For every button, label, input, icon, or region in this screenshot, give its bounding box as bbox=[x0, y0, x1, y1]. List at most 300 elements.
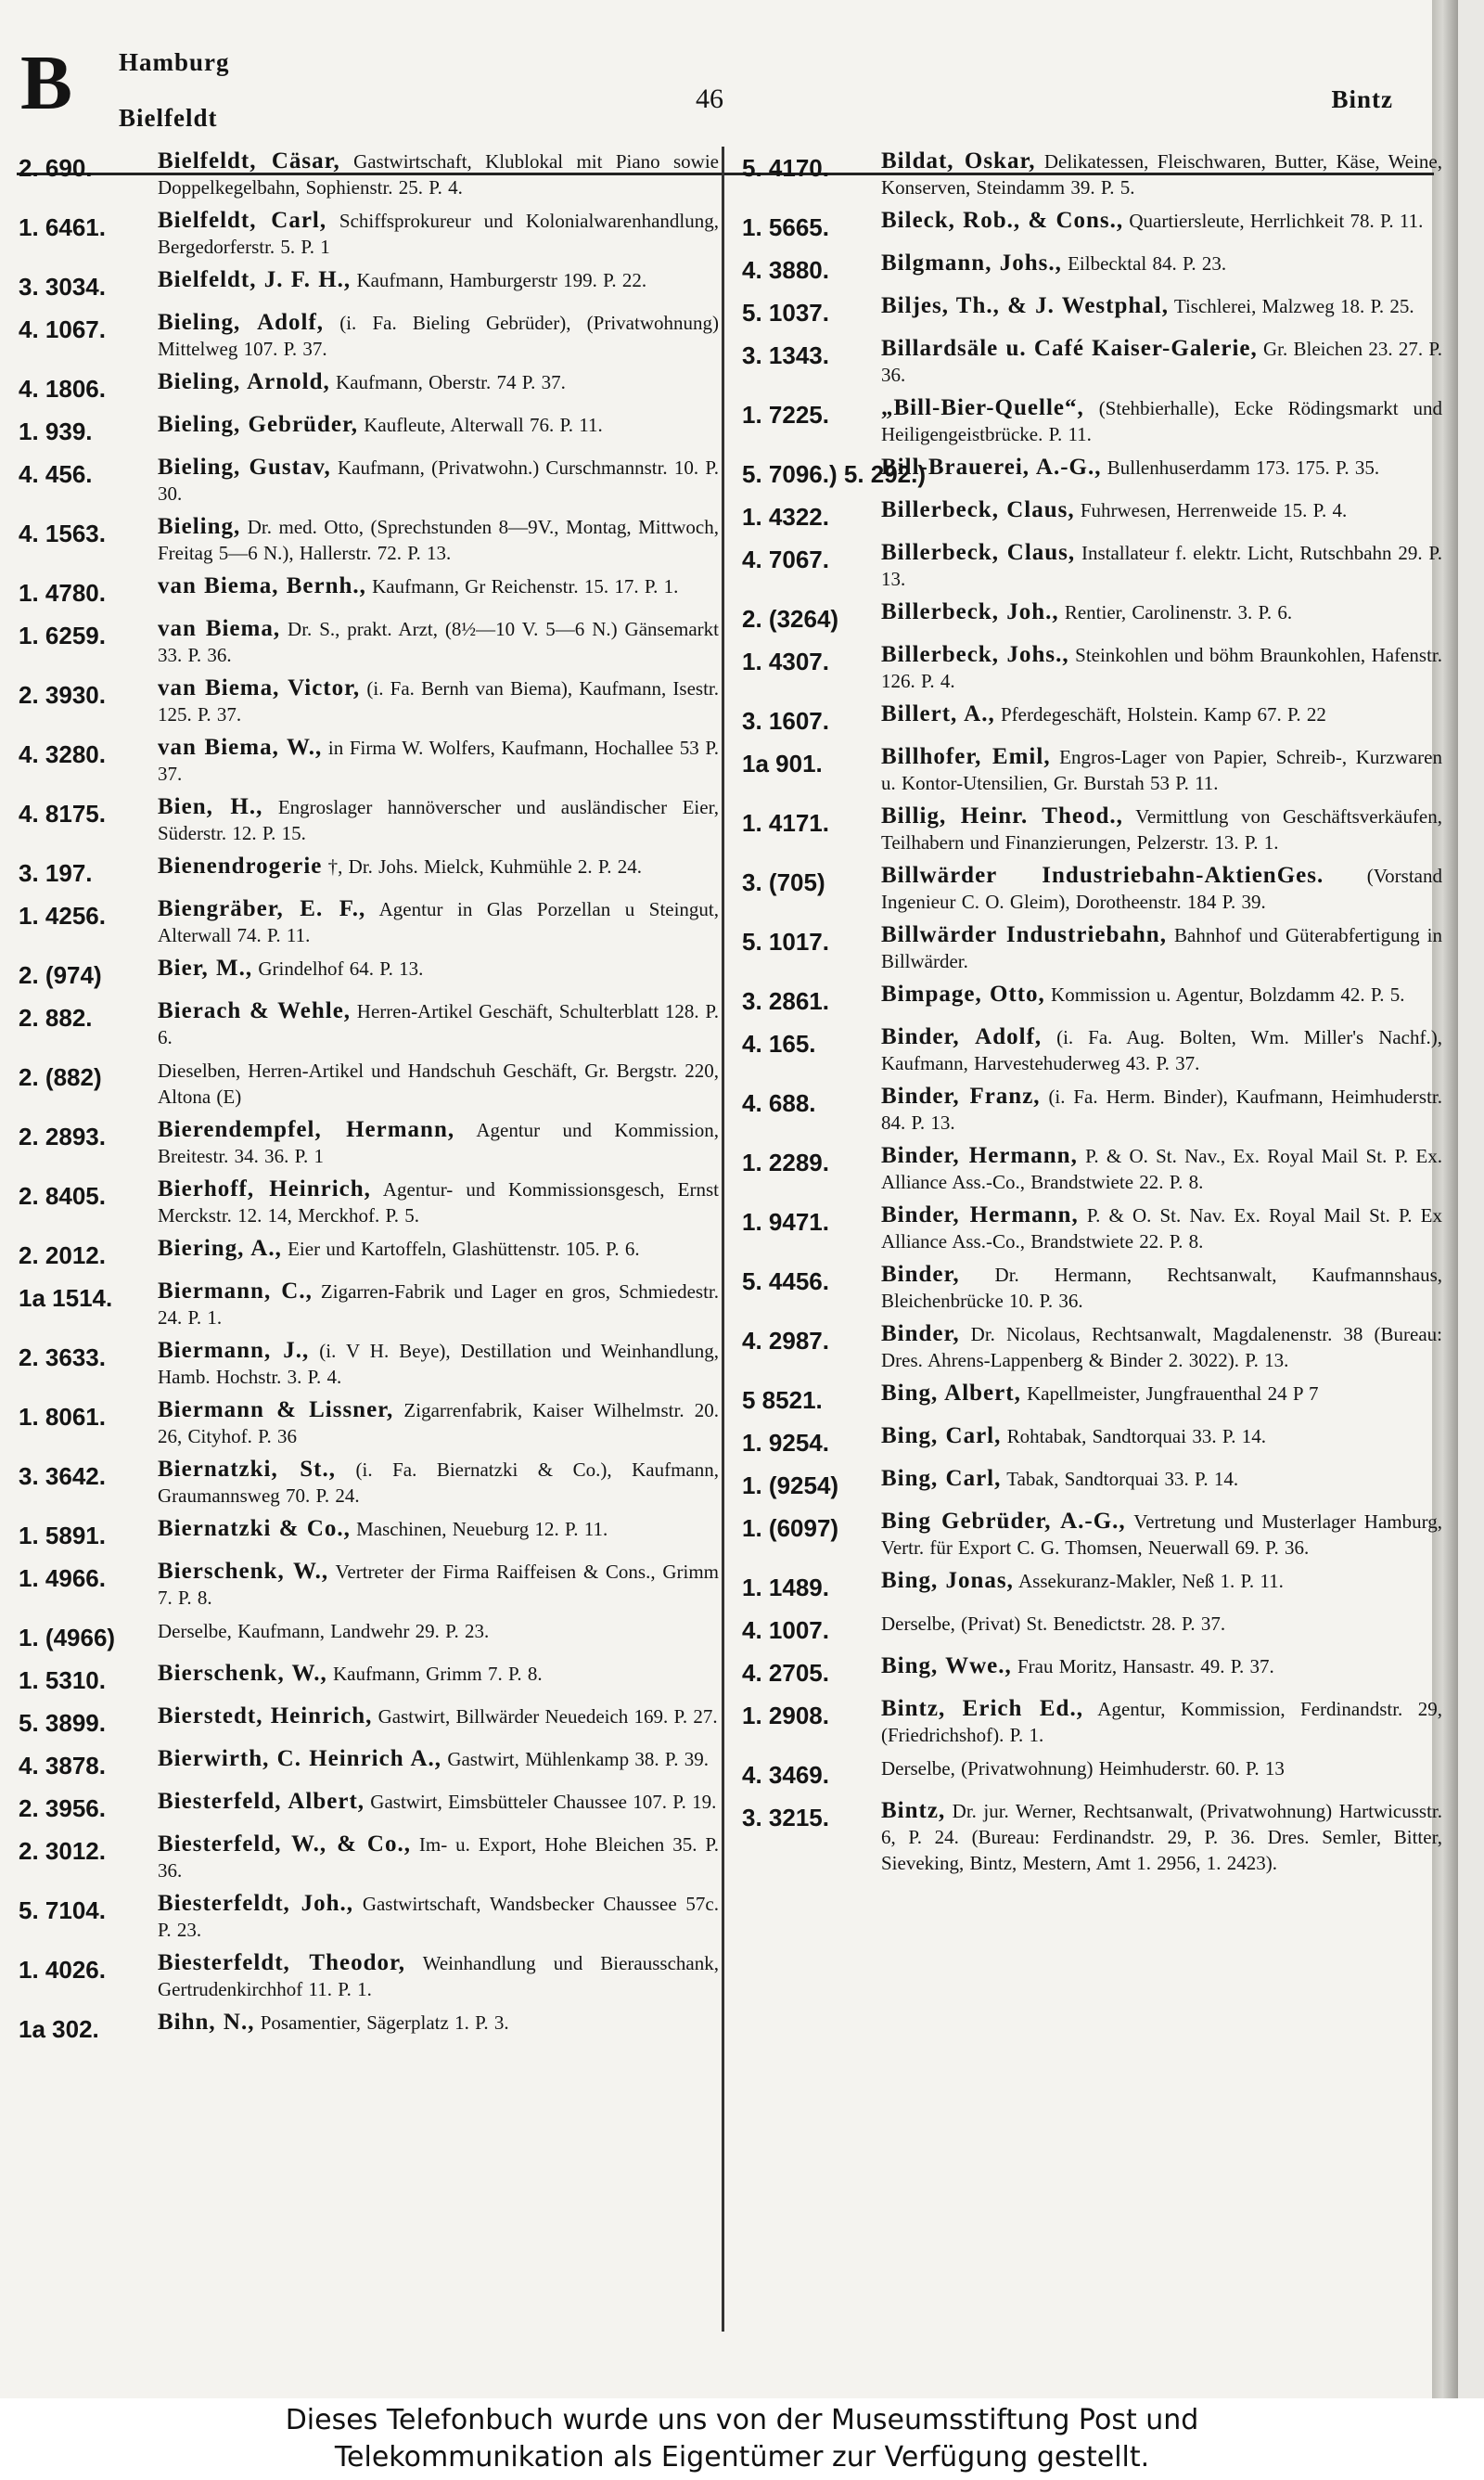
entry-text bbox=[158, 1176, 719, 1228]
entry-details: Gastwirt, Mühlenkamp 38. P. 39. bbox=[447, 1748, 709, 1770]
footer-notice bbox=[0, 2398, 1484, 2480]
subscriber-name: Billerbeck, Joh., bbox=[881, 599, 1059, 624]
entry-details: (i. Fa. Herm. Binder), Kaufmann, Heimhuderstr. 84. P. 13. bbox=[881, 1086, 1442, 1134]
entry-details: Rentier, Carolinenstr. 3. P. 6. bbox=[1064, 601, 1293, 623]
phone-number: 5 8521. bbox=[742, 1386, 823, 1414]
entry-details: P. & O. St. Nav. Ex. Royal Mail St. P. Ex Alliance Ass.-Co., Brandstwiete 22. P. 8. bbox=[881, 1204, 1442, 1253]
subscriber-name: Billerbeck, Johs., bbox=[881, 642, 1069, 667]
entry-text bbox=[158, 956, 719, 982]
entry-text bbox=[158, 1746, 719, 1772]
directory-entry bbox=[19, 369, 719, 405]
subscriber-name: Bieling, Arnold, bbox=[158, 369, 330, 394]
entry-text bbox=[881, 863, 1442, 915]
entry-text bbox=[881, 922, 1442, 974]
phone-number: 1. 9254. bbox=[742, 1429, 829, 1457]
phone-number: 1. 939. bbox=[19, 418, 93, 445]
entry-text bbox=[881, 540, 1442, 592]
phone-number: 4. 3469. bbox=[742, 1761, 829, 1789]
directory-entry bbox=[19, 412, 719, 447]
phone-number: 4. 1563. bbox=[19, 520, 106, 547]
subscriber-name: Bielfeldt, J. F. H., bbox=[158, 267, 352, 292]
phone-number: 2. 690. bbox=[19, 154, 93, 182]
entry-details: Posamentier, Sägerplatz 1. P. 3. bbox=[260, 2011, 509, 2034]
phone-number: 2. 8405. bbox=[19, 1182, 106, 1210]
subscriber-name: Billerbeck, Claus, bbox=[881, 497, 1075, 522]
entry-text bbox=[158, 616, 719, 668]
entry-text bbox=[881, 744, 1442, 796]
entry-details: Delikatessen, Fleischwaren, Butter, Käse, Weine, Konserven, Steindamm 39. P. 5. bbox=[881, 150, 1442, 199]
phone-number: 1. 4966. bbox=[19, 1564, 106, 1592]
entry-details: Eier und Kartoffeln, Glashüttenstr. 105. P. 6. bbox=[288, 1238, 640, 1260]
directory-entry bbox=[19, 896, 719, 948]
subscriber-name: Billig, Heinr. Theod., bbox=[881, 803, 1123, 829]
phone-number: 1. 2908. bbox=[742, 1702, 829, 1729]
directory-entry bbox=[19, 1950, 719, 2002]
entry-text bbox=[158, 1661, 719, 1687]
entry-text bbox=[158, 1891, 719, 1943]
directory-entry bbox=[19, 148, 719, 200]
entry-text bbox=[158, 794, 719, 846]
subscriber-name: Bing Gebrüder, A.-G., bbox=[881, 1509, 1126, 1534]
entry-details: Gr. Bleichen 23. 27. P. 36. bbox=[881, 338, 1442, 386]
directory-entry bbox=[19, 514, 719, 566]
entry-text bbox=[881, 1321, 1442, 1373]
directory-entry bbox=[742, 1202, 1442, 1254]
directory-entry bbox=[742, 1381, 1442, 1416]
entry-details: (i. Fa. Bieling Gebrüder), (Privatwohnung) Mittelweg 107. P. 37. bbox=[158, 312, 719, 360]
entry-details: †, Dr. Johs. Mielck, Kuhmühle 2. P. 24. bbox=[327, 855, 642, 878]
entry-details: Tischlerei, Malzweg 18. P. 25. bbox=[1173, 295, 1414, 317]
phone-number: 2. 3633. bbox=[19, 1343, 106, 1371]
entry-details: Agentur in Glas Porzellan u Steingut, Alterwall 74. P. 11. bbox=[158, 898, 720, 946]
subscriber-name: Billert, A., bbox=[881, 701, 995, 726]
entry-details: Derselbe, Kaufmann, Landwehr 29. P. 23. bbox=[158, 1620, 490, 1642]
directory-entry bbox=[19, 1618, 719, 1653]
entry-details: in Firma W. Wolfers, Kaufmann, Hochallee 53 P. 37. bbox=[158, 737, 719, 785]
subscriber-name: van Biema, Victor, bbox=[158, 675, 361, 700]
entry-text bbox=[881, 336, 1442, 388]
phone-number: 4. 456. bbox=[19, 460, 93, 488]
subscriber-name: Billwärder Industriebahn-AktienGes. bbox=[881, 863, 1324, 888]
entry-details: Agentur- und Kommissionsgesch, Ernst Merckstr. 12. 14, Merckhof. P. 5. bbox=[158, 1178, 719, 1227]
phone-number: 2. 2893. bbox=[19, 1123, 106, 1150]
entry-text bbox=[158, 1457, 719, 1509]
entry-details: Zigarren-Fabrik und Lager en gros, Schmiedestr. 24. P. 1. bbox=[158, 1280, 719, 1329]
phone-number: 3. 1607. bbox=[742, 707, 829, 735]
directory-entry bbox=[742, 455, 1442, 490]
entry-text bbox=[158, 998, 719, 1050]
phone-number: 2. 882. bbox=[19, 1004, 93, 1032]
header-last-name: Bintz bbox=[1331, 85, 1393, 113]
entry-text bbox=[158, 267, 719, 293]
subscriber-name: Bing, Carl, bbox=[881, 1423, 1002, 1448]
entry-details: Eilbecktal 84. P. 23. bbox=[1068, 252, 1227, 275]
directory-entry bbox=[742, 1798, 1442, 1876]
entry-text bbox=[881, 1509, 1442, 1561]
subscriber-name: Bieling, Gebrüder, bbox=[158, 412, 359, 437]
directory-entry bbox=[19, 956, 719, 991]
entry-text bbox=[881, 642, 1442, 694]
entry-details: Kaufmann, Gr Reichenstr. 15. 17. P. 1. bbox=[372, 575, 679, 598]
entry-text bbox=[158, 1516, 719, 1542]
entry-text bbox=[881, 803, 1442, 855]
entry-details: Kaufmann, Grimm 7. P. 8. bbox=[332, 1663, 543, 1685]
entry-details: Vermittlung von Geschäftsverkäufen, Teilhabern und Finanzierungen, Pelzerstr. 13. P. 1. bbox=[881, 805, 1443, 854]
subscriber-name: Billardsäle u. Café Kaiser-Galerie, bbox=[881, 336, 1258, 361]
directory-entry bbox=[19, 1236, 719, 1271]
directory-entry bbox=[19, 1891, 719, 1943]
entry-text bbox=[158, 896, 719, 948]
entry-details: Bullenhuserdamm 173. 175. P. 35. bbox=[1107, 456, 1380, 479]
phone-number: 4. 3878. bbox=[19, 1752, 106, 1780]
directory-entry bbox=[19, 735, 719, 787]
phone-number: 4. 2987. bbox=[742, 1327, 829, 1355]
subscriber-name: Binder, Franz, bbox=[881, 1084, 1041, 1109]
subscriber-name: Bierschenk, W., bbox=[158, 1559, 329, 1584]
directory-entry bbox=[742, 208, 1442, 243]
entry-text bbox=[158, 1950, 719, 2002]
entry-text bbox=[881, 395, 1442, 447]
subscriber-name: Biering, A., bbox=[158, 1236, 282, 1261]
phone-number: 1. 2289. bbox=[742, 1149, 829, 1176]
entry-details: Dr. jur. Werner, Rechtsanwalt, (Privatwohnung) Hartwicusstr. 6, P. 24. (Bureau: Ferdinandstr. 29, P. 36. Dres. Semler, Bitter, Sieveking, Bintz, Mestern, Amt 1. 2956, 1. 2423). bbox=[881, 1800, 1443, 1874]
phone-number: 1. 7225. bbox=[742, 401, 829, 429]
entry-text bbox=[881, 148, 1442, 200]
phone-number: 5. 3899. bbox=[19, 1709, 106, 1737]
phone-number: 1. 6259. bbox=[19, 622, 106, 649]
entry-details: Dr. Nicolaus, Rechtsanwalt, Magdalenenstr. 38 (Bureau: Dres. Ahrens-Lappenberg & Binder 2. 3022). P. 13. bbox=[881, 1323, 1442, 1371]
phone-number: 4. 1067. bbox=[19, 315, 106, 343]
subscriber-name: Bimpage, Otto, bbox=[881, 982, 1045, 1007]
entry-details: Agentur, Kommission, Ferdinandstr. 29, (Friedrichshof). P. 1. bbox=[881, 1698, 1443, 1746]
phone-number: 2. 2012. bbox=[19, 1241, 106, 1269]
entry-text bbox=[158, 1397, 719, 1449]
subscriber-name: Bieling, Gustav, bbox=[158, 455, 331, 480]
directory-entry bbox=[742, 293, 1442, 328]
entry-details: Dr. med. Otto, (Sprechstunden 8—9V., Montag, Mittwoch, Freitag 5—6 N.), Hallerstr. 72. P. 13. bbox=[158, 516, 720, 564]
directory-entry bbox=[742, 1611, 1442, 1646]
subscriber-name: Bill-Brauerei, A.-G., bbox=[881, 455, 1102, 480]
subscriber-name: Billerbeck, Claus, bbox=[881, 540, 1076, 565]
directory-entry bbox=[19, 1117, 719, 1169]
directory-entry bbox=[742, 1143, 1442, 1195]
subscriber-name: Billhofer, Emil, bbox=[881, 744, 1051, 769]
entry-text bbox=[881, 1653, 1442, 1679]
subscriber-name: Bing, Wwe., bbox=[881, 1653, 1012, 1678]
phone-number: 4. 688. bbox=[742, 1089, 816, 1117]
phone-number: 1. (9254) bbox=[742, 1471, 839, 1499]
entry-text bbox=[881, 1262, 1442, 1314]
directory-entry bbox=[19, 1397, 719, 1449]
directory-entry bbox=[19, 208, 719, 260]
footer-line-1: Dieses Telefonbuch wurde uns von der Museumsstiftung Post und bbox=[285, 2404, 1199, 2436]
subscriber-name: Biermann & Lissner, bbox=[158, 1397, 394, 1422]
directory-entry bbox=[19, 267, 719, 302]
entry-details: Dieselben, Herren-Artikel und Handschuh Geschäft, Gr. Bergstr. 220, Altona (E) bbox=[158, 1060, 719, 1108]
entry-text bbox=[881, 1202, 1442, 1254]
directory-entry bbox=[19, 1176, 719, 1228]
directory-entry bbox=[742, 1321, 1442, 1373]
phone-number: 1. 5891. bbox=[19, 1522, 106, 1549]
entry-text bbox=[881, 208, 1442, 234]
header-first-name: Bielfeldt bbox=[119, 104, 218, 132]
entry-details: Schiffsprokureur und Kolonialwarenhandlung, Bergedorferstr. 5. P. 1 bbox=[158, 210, 720, 258]
entry-text bbox=[881, 1381, 1442, 1407]
entry-text bbox=[158, 412, 719, 438]
entry-text bbox=[158, 675, 719, 727]
phone-number: 4. 8175. bbox=[19, 800, 106, 828]
subscriber-name: Bielfeldt, Carl, bbox=[158, 208, 327, 233]
subscriber-name: Bierstedt, Heinrich, bbox=[158, 1703, 373, 1728]
phone-number: 1. 4322. bbox=[742, 503, 829, 531]
entry-text bbox=[158, 854, 719, 880]
directory-entry bbox=[742, 395, 1442, 447]
subscriber-name: Bildat, Oskar, bbox=[881, 148, 1036, 173]
directory-entry bbox=[19, 1703, 719, 1739]
phone-number: 1a 1514. bbox=[19, 1284, 113, 1312]
phone-number: 3. 3642. bbox=[19, 1462, 106, 1490]
phone-number: 1a 302. bbox=[19, 2015, 99, 2043]
phone-number: 1. 5665. bbox=[742, 213, 829, 241]
entry-details: Grindelhof 64. P. 13. bbox=[258, 957, 424, 980]
entry-details: Zigarrenfabrik, Kaiser Wilhelmstr. 20. 26, Cityhof. P. 36 bbox=[158, 1399, 719, 1447]
entry-details: Gastwirtschaft, Wandsbecker Chaussee 57c. P. 23. bbox=[158, 1893, 719, 1941]
entry-details: Installateur f. elektr. Licht, Rutschbahn 29. P. 13. bbox=[881, 542, 1443, 590]
entry-details: Bahnhof und Güterabfertigung in Billwärder. bbox=[881, 924, 1442, 972]
subscriber-name: Bing, Carl, bbox=[881, 1466, 1002, 1491]
directory-entry bbox=[19, 455, 719, 507]
phone-number: 1. 4171. bbox=[742, 809, 829, 837]
entry-text bbox=[881, 701, 1442, 727]
subscriber-name: Biesterfeld, W., & Co., bbox=[158, 1831, 411, 1857]
subscriber-name: Biernatzki & Co., bbox=[158, 1516, 351, 1541]
subscriber-name: Bileck, Rob., & Cons., bbox=[881, 208, 1124, 233]
entry-text bbox=[158, 735, 719, 787]
subscriber-name: Binder, Hermann, bbox=[881, 1202, 1079, 1227]
entry-details: Derselbe, (Privatwohnung) Heimhuderstr. 60. P. 13 bbox=[881, 1757, 1285, 1780]
entry-details: Pferdegeschäft, Holstein. Kamp 67. P. 22 bbox=[1000, 703, 1326, 726]
entry-details: (i. Fa. Aug. Bolten, Wm. Miller's Nachf.), Kaufmann, Harvestehuderweg 43. P. 37. bbox=[881, 1026, 1442, 1074]
directory-entry bbox=[742, 1466, 1442, 1501]
directory-entry bbox=[19, 1516, 719, 1551]
directory-entry bbox=[742, 922, 1442, 974]
phone-number: 3. 3034. bbox=[19, 273, 106, 301]
entry-details: Gastwirt, Billwärder Neuedeich 169. P. 27. bbox=[377, 1705, 718, 1728]
directory-entry bbox=[19, 854, 719, 889]
subscriber-name: Bierwirth, C. Heinrich A., bbox=[158, 1746, 442, 1771]
entry-details: Engroslager hannöverscher und ausländischer Eier, Süderstr. 12. P. 15. bbox=[158, 796, 719, 844]
entry-text bbox=[158, 2010, 719, 2036]
directory-entry bbox=[742, 148, 1442, 200]
directory-entry bbox=[19, 675, 719, 727]
directory-entry bbox=[742, 251, 1442, 286]
entry-text bbox=[881, 982, 1442, 1008]
subscriber-name: Bien, H., bbox=[158, 794, 263, 819]
phone-number: 4. 3880. bbox=[742, 256, 829, 284]
phone-number: 2. (974) bbox=[19, 961, 102, 989]
entry-details: (i. Fa. Biernatzki & Co.), Kaufmann, Graumannsweg 70. P. 24. bbox=[158, 1458, 720, 1507]
directory-entry bbox=[19, 310, 719, 362]
phone-number: 1. 4026. bbox=[19, 1956, 106, 1984]
entry-details: Assekuranz-Makler, Neß 1. P. 11. bbox=[1018, 1570, 1284, 1592]
entry-details: Gastwirtschaft, Klublokal mit Piano sowie Doppelkegelbahn, Sophienstr. 25. P. 4. bbox=[158, 150, 720, 199]
phone-number: 3. 3215. bbox=[742, 1804, 829, 1831]
entry-text bbox=[881, 1696, 1442, 1748]
page-number: 46 bbox=[696, 84, 723, 114]
entry-details: (i. V H. Beye), Destillation und Weinhandlung, Hamb. Hochstr. 3. P. 4. bbox=[158, 1340, 720, 1388]
entry-details: Herren-Artikel Geschäft, Schulterblatt 128. P. 6. bbox=[158, 1000, 720, 1048]
phone-number: 1. (4966) bbox=[19, 1624, 116, 1651]
phone-number: 1. 4307. bbox=[742, 648, 829, 675]
entry-text bbox=[158, 1058, 719, 1110]
phone-number: 2. 3956. bbox=[19, 1794, 106, 1822]
entry-details: Derselbe, (Privat) St. Benedictstr. 28. P. 37. bbox=[881, 1613, 1226, 1635]
phone-number: 3. (705) bbox=[742, 868, 825, 896]
phone-number: 1a 901. bbox=[742, 750, 823, 777]
subscriber-name: Bierhoff, Heinrich, bbox=[158, 1176, 371, 1201]
entry-text bbox=[881, 1798, 1442, 1876]
entry-details: (Stehbierhalle), Ecke Rödingsmarkt und Heiligengeistbrücke. P. 11. bbox=[881, 397, 1443, 445]
footer-line-2: Telekommunikation als Eigentümer zur Verfügung gestellt. bbox=[334, 2441, 1150, 2474]
entry-text bbox=[158, 1618, 719, 1644]
subscriber-name: Bienendrogerie bbox=[158, 854, 323, 879]
directory-entry bbox=[19, 616, 719, 668]
entry-text bbox=[158, 1279, 719, 1330]
entry-details: Vertreter der Firma Raiffeisen & Cons., Grimm 7. P. 8. bbox=[158, 1561, 719, 1609]
entry-text bbox=[881, 1024, 1442, 1076]
subscriber-name: Bing, Jonas, bbox=[881, 1568, 1014, 1593]
phone-number: 1. (6097) bbox=[742, 1514, 839, 1542]
header-city: Hamburg bbox=[119, 48, 230, 76]
subscriber-name: Bilgmann, Johs., bbox=[881, 251, 1062, 276]
entry-text bbox=[158, 1831, 719, 1883]
entry-text bbox=[158, 148, 719, 200]
entry-details: Kaufmann, (Privatwohn.) Curschmannstr. 10. P. 30. bbox=[158, 456, 719, 505]
phone-number: 1. 4256. bbox=[19, 902, 106, 930]
subscriber-name: van Biema, W., bbox=[158, 735, 323, 760]
directory-entry bbox=[742, 336, 1442, 388]
phone-number: 3. 1343. bbox=[742, 341, 829, 369]
phone-number: 2. (3264) bbox=[742, 605, 839, 633]
directory-entry bbox=[19, 794, 719, 846]
entry-text bbox=[881, 1755, 1442, 1781]
subscriber-name: Bierschenk, W., bbox=[158, 1661, 327, 1686]
phone-number: 3. 197. bbox=[19, 859, 93, 887]
entry-text bbox=[158, 1559, 719, 1611]
entry-details: Vertretung und Musterlager Hamburg, Vertr. für Export C. G. Thomsen, Neuerwall 69. P. 36. bbox=[881, 1510, 1442, 1559]
subscriber-name: Biernatzki, St., bbox=[158, 1457, 336, 1482]
phone-number: 5. 4170. bbox=[742, 154, 829, 182]
directory-entry bbox=[742, 497, 1442, 533]
subscriber-name: Bintz, bbox=[881, 1798, 946, 1823]
phone-number: 2. (882) bbox=[19, 1063, 102, 1091]
subscriber-name: Biermann, J., bbox=[158, 1338, 310, 1363]
entry-text bbox=[158, 1338, 719, 1390]
entry-details: Tabak, Sandtorquai 33. P. 14. bbox=[1006, 1468, 1239, 1490]
phone-number: 1. 4780. bbox=[19, 579, 106, 607]
subscriber-name: Binder, bbox=[881, 1321, 960, 1346]
subscriber-name: Biesterfeldt, Joh., bbox=[158, 1891, 354, 1916]
subscriber-name: Bierach & Wehle, bbox=[158, 998, 352, 1023]
phone-number: 2. 3930. bbox=[19, 681, 106, 709]
directory-entry bbox=[19, 573, 719, 609]
directory-entry bbox=[19, 998, 719, 1050]
directory-entry bbox=[19, 1279, 719, 1330]
subscriber-name: Binder, Adolf, bbox=[881, 1024, 1043, 1049]
entry-details: Dr. S., prakt. Arzt, (8½—10 V. 5—6 N.) Gänsemarkt 33. P. 36. bbox=[158, 618, 719, 666]
entry-details: Dr. Hermann, Rechtsanwalt, Kaufmannshaus, Bleichenbrücke 10. P. 36. bbox=[881, 1264, 1442, 1312]
entry-details: Kaufleute, Alterwall 76. P. 11. bbox=[364, 414, 603, 436]
phone-number: 1. 8061. bbox=[19, 1403, 106, 1431]
directory-entry bbox=[742, 863, 1442, 915]
phone-number: 4. 1806. bbox=[19, 375, 106, 403]
phone-number: 4. 7067. bbox=[742, 546, 829, 573]
subscriber-name: Bier, M., bbox=[158, 956, 253, 981]
directory-entry bbox=[19, 2010, 719, 2045]
directory-entry bbox=[19, 1338, 719, 1390]
entry-details: Rohtabak, Sandtorquai 33. P. 14. bbox=[1006, 1425, 1266, 1447]
entry-details: (i. Fa. Bernh van Biema), Kaufmann, Isestr. 125. P. 37. bbox=[158, 677, 720, 726]
directory-entry bbox=[19, 1058, 719, 1110]
directory-entry bbox=[742, 642, 1442, 694]
entry-text bbox=[158, 310, 719, 362]
entry-details: Fuhrwesen, Herrenweide 15. P. 4. bbox=[1080, 499, 1348, 521]
directory-entry bbox=[742, 701, 1442, 737]
entry-details: Weinhandlung und Bierausschank, Gertrudenkirchhof 11. P. 1. bbox=[158, 1952, 719, 2000]
subscriber-name: Biljes, Th., & J. Westphal, bbox=[881, 293, 1169, 318]
entry-details: Kommission u. Agentur, Bolzdamm 42. P. 5. bbox=[1051, 983, 1405, 1006]
entry-details: Frau Moritz, Hansastr. 49. P. 37. bbox=[1017, 1655, 1274, 1677]
entry-text bbox=[881, 1084, 1442, 1136]
phone-number: 1. 6461. bbox=[19, 213, 106, 241]
column-divider bbox=[722, 147, 724, 2332]
entry-text bbox=[881, 599, 1442, 625]
phone-number: 1. 1489. bbox=[742, 1574, 829, 1601]
page-header bbox=[0, 37, 1458, 139]
entry-text bbox=[881, 293, 1442, 319]
directory-entry bbox=[19, 1457, 719, 1509]
entry-details: Kaufmann, Hamburgerstr 199. P. 22. bbox=[356, 269, 647, 291]
subscriber-name: Biengräber, E. F., bbox=[158, 896, 366, 921]
left-column bbox=[19, 148, 719, 2052]
entry-text bbox=[881, 1568, 1442, 1594]
phone-number: 2. 3012. bbox=[19, 1837, 106, 1865]
directory-entry bbox=[19, 1789, 719, 1824]
phone-number: 3. 2861. bbox=[742, 987, 829, 1015]
subscriber-name: Bierendempfel, Hermann, bbox=[158, 1117, 455, 1142]
subscriber-name: Bihn, N., bbox=[158, 2010, 255, 2035]
subscriber-name: Biesterfeld, Albert, bbox=[158, 1789, 365, 1814]
subscriber-name: van Biema, Bernh., bbox=[158, 573, 366, 598]
directory-entry bbox=[742, 1509, 1442, 1561]
subscriber-name: Biesterfeldt, Theodor, bbox=[158, 1950, 406, 1975]
subscriber-name: Bieling, bbox=[158, 514, 241, 539]
section-letter: B bbox=[20, 40, 73, 126]
entry-details: Quartiersleute, Herrlichkeit 78. P. 11. bbox=[1129, 210, 1424, 232]
entry-text bbox=[881, 251, 1442, 276]
directory-entry bbox=[742, 540, 1442, 592]
directory-entry bbox=[742, 599, 1442, 635]
entry-text bbox=[158, 1703, 719, 1729]
directory-entry bbox=[19, 1831, 719, 1883]
entry-text bbox=[158, 1236, 719, 1262]
directory-entry bbox=[742, 1024, 1442, 1076]
directory-entry bbox=[742, 1653, 1442, 1689]
directory-entry bbox=[742, 982, 1442, 1017]
phone-number: 5. 7096.) 5. 292.) bbox=[742, 460, 927, 488]
subscriber-name: Billwärder Industriebahn, bbox=[881, 922, 1167, 947]
entry-details: Kaufmann, Oberstr. 74 P. 37. bbox=[336, 371, 566, 393]
